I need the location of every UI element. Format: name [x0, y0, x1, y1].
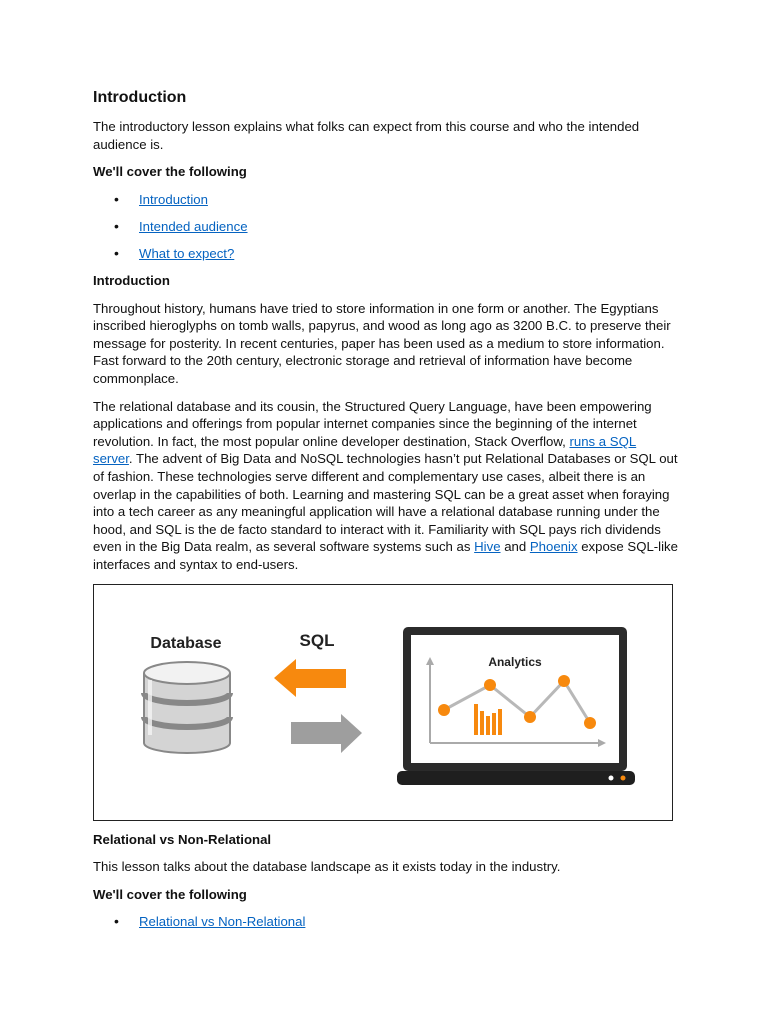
link-relational-vs-non-relational[interactable]: Relational vs Non-Relational	[139, 914, 306, 930]
text-span: The relational database and its cousin, the Structured Query Language, have been empowering applications and offerings from popular internet companies since the beginning of the internet revolution. In fact, the most popular online developer destination, Stack Overflow,	[93, 398, 652, 449]
link-intended-audience[interactable]: Intended audience	[139, 218, 248, 234]
document-content	[93, 88, 678, 940]
figure-illustration	[94, 585, 671, 819]
paragraph-relational	[93, 398, 678, 574]
list-item	[93, 245, 678, 263]
link-phoenix[interactable]: Phoenix	[529, 539, 578, 555]
analytics-label: Analytics	[488, 654, 542, 669]
section-heading-introduction: Introduction	[93, 273, 170, 289]
cover-heading: We'll cover the following	[93, 164, 247, 180]
list-item	[93, 218, 678, 236]
link-hive[interactable]: Hive	[474, 539, 501, 555]
section-heading-relational: Relational vs Non-Relational	[93, 831, 272, 847]
database-label: Database	[150, 634, 222, 652]
database-sql-analytics-figure	[93, 584, 673, 821]
cover-list-2	[93, 913, 678, 931]
cover-heading-2: We'll cover the following	[93, 886, 247, 902]
arrow-right-icon	[291, 714, 362, 753]
list-item	[93, 913, 678, 931]
link-introduction[interactable]: Introduction	[139, 191, 208, 207]
paragraph-history: Throughout history, humans have tried to store information in one form or another. The Egyptians inscribed hieroglyphs on tomb walls, papyrus, and wood as long ago as 3200 B.C. to preserve their message for posterity. In recent centuries, paper has been used as a medium to store information. Fast forward to the 20th century, electronic storage and retrieval of information have become commonplace.	[93, 300, 671, 387]
arrow-left-icon	[274, 659, 346, 697]
link-runs-sql-server[interactable]: runs a SQL server	[93, 433, 637, 467]
section-relational-text: This lesson talks about the database landscape as it exists today in the industry.	[93, 859, 561, 875]
page-title: Introduction	[93, 89, 187, 106]
cover-list	[93, 191, 678, 263]
text-span: and	[500, 539, 530, 555]
link-what-to-expect[interactable]: What to expect?	[139, 245, 235, 261]
database-icon	[144, 662, 230, 753]
list-item	[93, 191, 678, 209]
text-span: expose SQL-like interfaces and syntax to end-users.	[93, 539, 678, 572]
text-span: . The advent of Big Data and NoSQL technologies hasn’t put Relational Databases or SQL out of fashion. These technologies serve different and complementary use cases, albeit there is an overlap in the capabilities of both. Learning and mastering SQL can be a great asset when foraying into a tech career as any meaningful application will have a relational database running under the hood, and SQL is the de facto standard to interact with it. Familiarity with SQL pays rich dividends even in the Big Data realm, as several software systems such as	[93, 451, 678, 555]
sql-label: SQL	[299, 630, 335, 650]
intro-text: The introductory lesson explains what folks can expect from this course and who the intended audience is.	[93, 119, 640, 152]
